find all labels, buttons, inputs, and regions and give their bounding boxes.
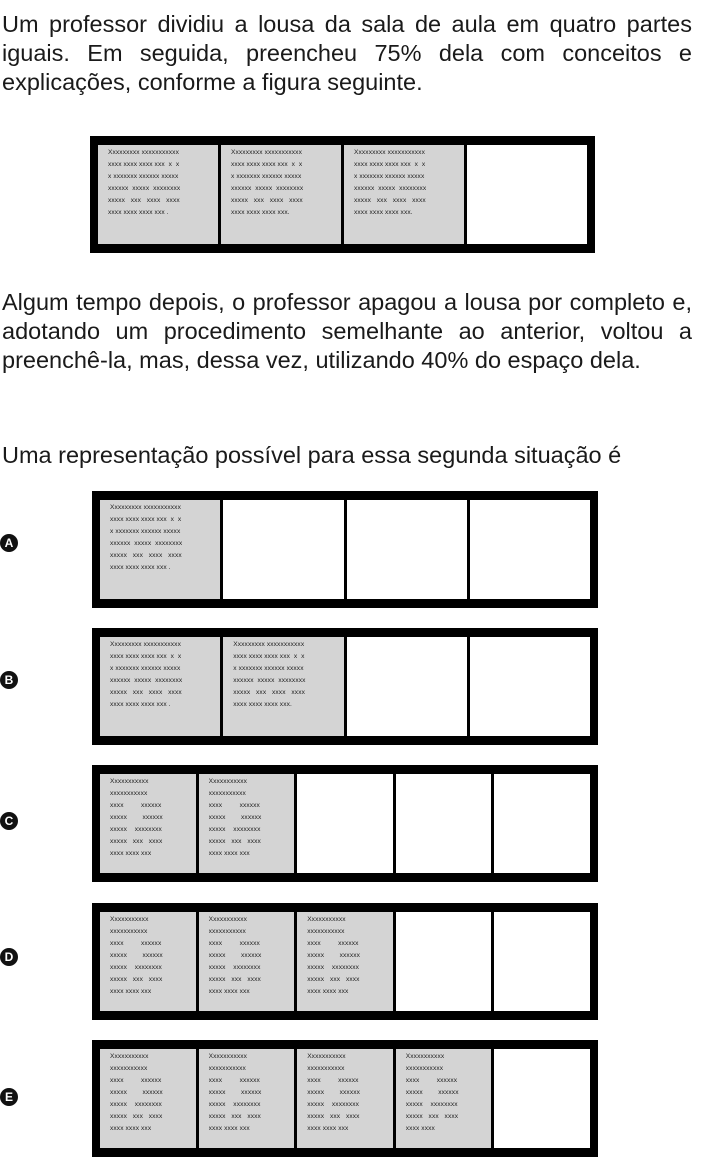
board-part-filled xyxy=(344,145,464,244)
board-part-filled xyxy=(98,145,218,244)
option-e-board xyxy=(92,1040,598,1157)
board-part-filled xyxy=(221,145,341,244)
board-text: Xxxxxxxxx xxxxxxxxxxx xxxx xxxx xxxx xxx x x x xxxxxxx xxxxxx xxxxx xxxxxx xxxxx xxxxxxxx xxxxx xxx xxxx xxxx xxxx xxxx xxxx xxx . xyxy=(110,504,183,571)
option-letter-e: E xyxy=(0,1088,18,1106)
board-text: Xxxxxxxxxxx xxxxxxxxxxx xxxx xxxxxx xxxxx xxxxxx xxxxx xxxxxxxx xxxxx xxx xxxx xxxx xxxx xyxy=(405,1053,459,1132)
board-text: Xxxxxxxxxxx xxxxxxxxxxx xxxx xxxxxx xxxxx xxxxxx xxxxx xxxxxxxx xxxxx xxx xxxx xxxx xxxx xxx xyxy=(208,1053,262,1132)
option-letter-c: C xyxy=(0,812,18,830)
option-d-board xyxy=(92,903,598,1020)
board-part-empty xyxy=(396,774,492,873)
board-part-empty xyxy=(470,500,590,599)
board-part-filled xyxy=(396,1049,492,1148)
board-text: Xxxxxxxxx xxxxxxxxxxx xxxx xxxx xxxx xxx x x x xxxxxxx xxxxxx xxxxx xxxxxx xxxxx xxxxxxxx xxxxx xxx xxxx xxxx xxxx xxxx xxxx xxx . xyxy=(110,641,183,708)
board-text: Xxxxxxxxx xxxxxxxxxxx xxxx xxxx xxxx xxx x x x xxxxxxx xxxxxx xxxxx xxxxxx xxxxx xxxxxxxx xxxxx xxx xxxx xxxx xxxx xxxx xxxx xxx. xyxy=(231,149,304,216)
board-part-filled xyxy=(223,637,343,736)
board-part-empty xyxy=(494,774,590,873)
board-part-empty xyxy=(467,145,587,244)
board-part-filled xyxy=(199,774,295,873)
figure-board xyxy=(90,136,595,253)
board-part-empty xyxy=(347,637,467,736)
board-text: Xxxxxxxxx xxxxxxxxxxx xxxx xxxx xxxx xxx x x x xxxxxxx xxxxxx xxxxx xxxxxx xxxxx xxxxxxxx xxxxx xxx xxxx xxxx xxxx xxxx xxxx xxx . xyxy=(108,149,181,216)
board-part-empty xyxy=(347,500,467,599)
option-letter-b: B xyxy=(0,671,18,689)
question-text: Uma representação possível para essa segunda situação é xyxy=(2,442,622,468)
board-part-filled xyxy=(297,912,393,1011)
board-text: Xxxxxxxxxxx xxxxxxxxxxx xxxx xxxxxx xxxxx xxxxxx xxxxx xxxxxxxx xxxxx xxx xxxx xxxx xxxx xxx xyxy=(208,778,262,857)
board-part-filled xyxy=(199,1049,295,1148)
board-part-empty xyxy=(223,500,343,599)
board-text: Xxxxxxxxxxx xxxxxxxxxxx xxxx xxxxxx xxxxx xxxxxx xxxxx xxxxxxxx xxxxx xxx xxxx xxxx xxxx xxx xyxy=(307,1053,361,1132)
board-text: Xxxxxxxxxxx xxxxxxxxxxx xxxx xxxxxx xxxxx xxxxxx xxxxx xxxxxxxx xxxxx xxx xxxx xxxx xxxx xxx xyxy=(208,916,262,995)
board-part-empty xyxy=(494,912,590,1011)
board-part-empty xyxy=(297,774,393,873)
option-letter-a: A xyxy=(0,534,18,552)
board-part-empty xyxy=(494,1049,590,1148)
board-part-empty xyxy=(470,637,590,736)
board-part-filled xyxy=(100,912,196,1011)
option-b-board xyxy=(92,628,598,745)
board-text: Xxxxxxxxx xxxxxxxxxxx xxxx xxxx xxxx xxx x x x xxxxxxx xxxxxx xxxxx xxxxxx xxxxx xxxxxxxx xxxxx xxx xxxx xxxx xxxx xxxx xxxx xxx. xyxy=(233,641,306,708)
board-part-filled xyxy=(100,774,196,873)
board-part-empty xyxy=(396,912,492,1011)
board-text: Xxxxxxxxxxx xxxxxxxxxxx xxxx xxxxxx xxxxx xxxxxx xxxxx xxxxxxxx xxxxx xxx xxxx xxxx xxxx xxx xyxy=(307,916,361,995)
board-part-filled xyxy=(100,637,220,736)
board-part-filled xyxy=(100,500,220,599)
board-part-filled xyxy=(100,1049,196,1148)
board-text: Xxxxxxxxxxx xxxxxxxxxxx xxxx xxxxxx xxxxx xxxxxx xxxxx xxxxxxxx xxxxx xxx xxxx xxxx xxxx xxx xyxy=(110,1053,163,1132)
middle-paragraph: Algum tempo depois, o professor apagou a lousa por completo e, adotando um procedimento semelhante ao anterior, voltou a preenchê-la, mas, dessa vez, utilizando 40% do espaço dela. xyxy=(2,289,692,373)
option-letter-d: D xyxy=(0,948,18,966)
board-text: Xxxxxxxxxxx xxxxxxxxxxx xxxx xxxxxx xxxxx xxxxxx xxxxx xxxxxxxx xxxxx xxx xxxx xxxx xxxx xxx xyxy=(110,916,163,995)
board-text: Xxxxxxxxx xxxxxxxxxxx xxxx xxxx xxxx xxx x x x xxxxxxx xxxxxx xxxxx xxxxxx xxxxx xxxxxxxx xxxxx xxx xxxx xxxx xxxx xxxx xxxx xxx. xyxy=(354,149,427,216)
board-part-filled xyxy=(199,912,295,1011)
option-c-board xyxy=(92,765,598,882)
board-text: Xxxxxxxxxxx xxxxxxxxxxx xxxx xxxxxx xxxxx xxxxxx xxxxx xxxxxxxx xxxxx xxx xxxx xxxx xxxx xxx xyxy=(110,778,163,857)
board-part-filled xyxy=(297,1049,393,1148)
intro-paragraph: Um professor dividiu a lousa da sala de aula em quatro partes iguais. Em seguida, preencheu 75% dela com conceitos e explicações, conforme a figura seguinte. xyxy=(2,11,692,95)
option-a-board xyxy=(92,491,598,608)
